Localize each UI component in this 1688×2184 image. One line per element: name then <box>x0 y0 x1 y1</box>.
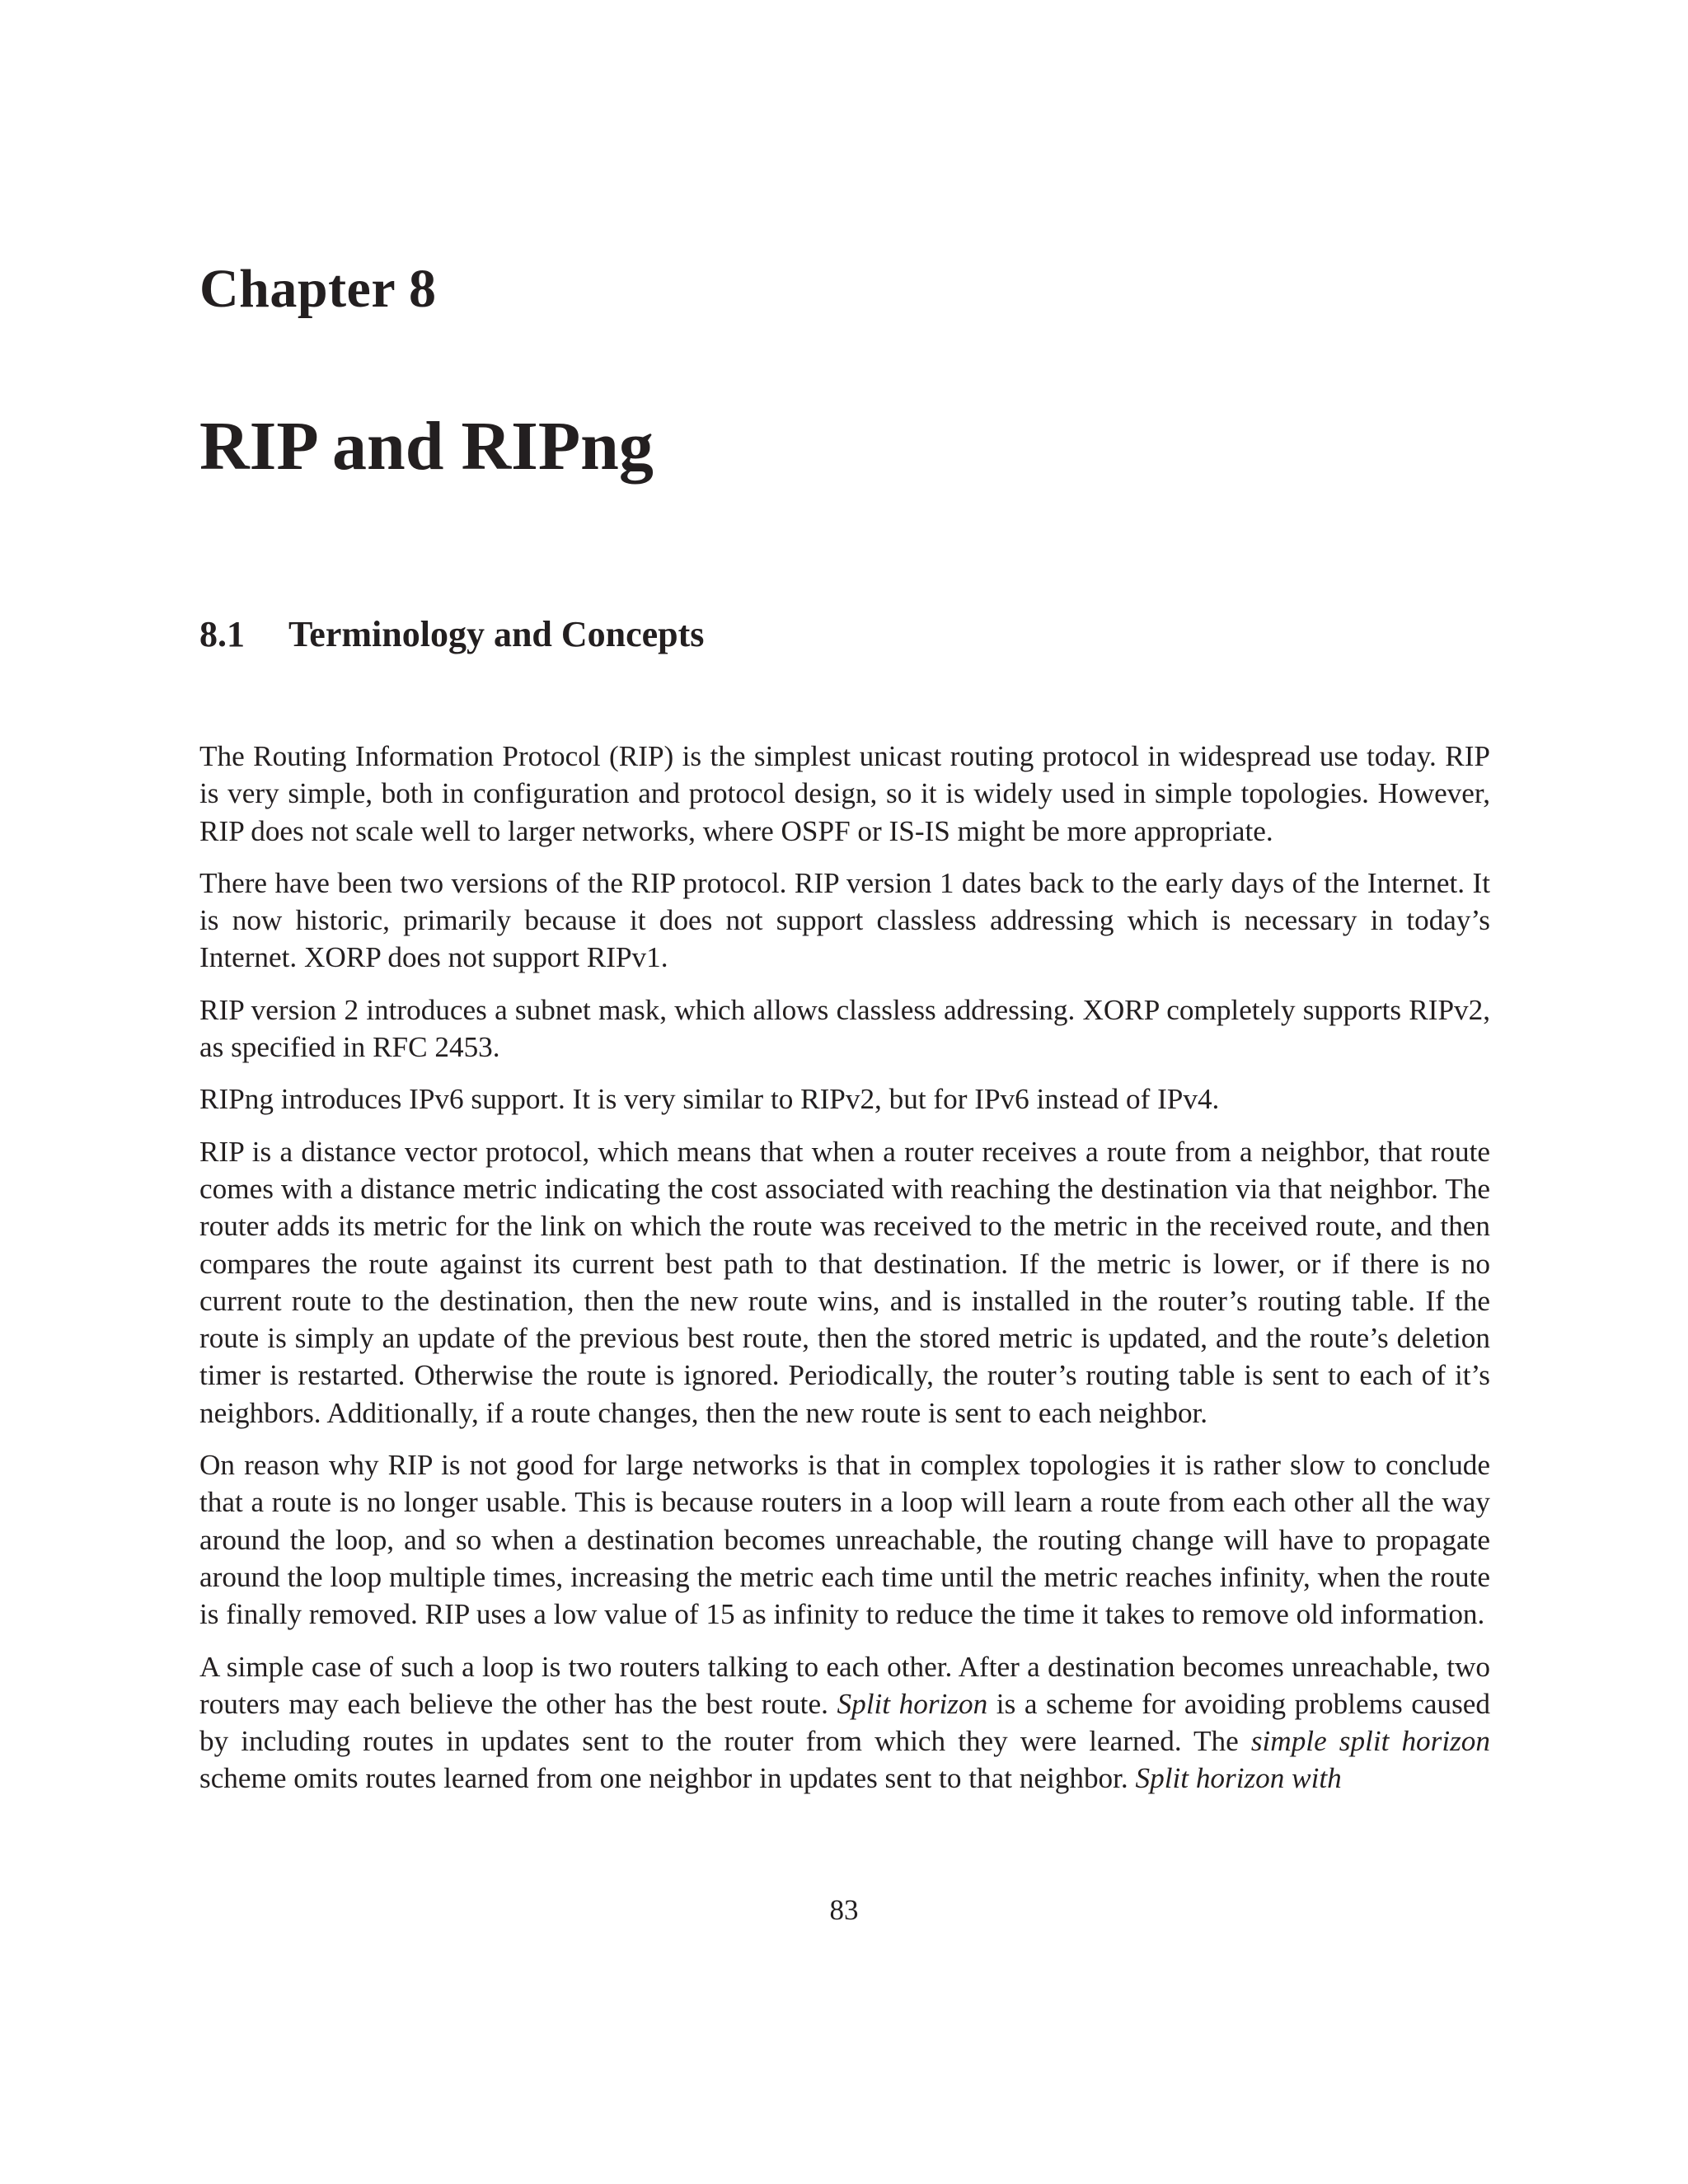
text-run: is a scheme for avoiding problems caused by including routes in updates sent to the router from which they were learned. The <box>199 1687 1490 1758</box>
section-number: 8.1 <box>199 614 245 654</box>
section-heading <box>199 616 704 653</box>
emphasis-term: Split horizon with <box>1135 1762 1342 1795</box>
paragraph: On reason why RIP is not good for large networks is that in complex topologies it is rather slow to conclude that a route is no longer usable. This is because routers in a loop will learn a route from each other all the way around the loop, and so when a destination becomes unreachable, the routing change will have to propagate around the loop multiple times, increasing the metric each time until the metric reaches infinity, when the route is finally removed. RIP uses a low value of 15 as infinity to reduce the time it takes to remove old information. <box>199 1449 1490 1631</box>
text-run: A simple case of such a loop is two routers talking to each other. After a destination becomes unreachable, two routers may each believe the other has the best route. <box>199 1650 1490 1720</box>
emphasis-term: simple split horizon <box>1250 1725 1490 1758</box>
paragraph: RIP version 2 introduces a subnet mask, which allows classless addressing. XORP completely supports RIPv2, as specified in RFC 2453. <box>199 993 1490 1064</box>
paragraph: RIPng introduces IPv6 support. It is very similar to RIPv2, but for IPv6 instead of IPv4. <box>199 1083 1220 1116</box>
chapter-label: Chapter 8 <box>199 259 437 319</box>
section-title: Terminology and Concepts <box>288 614 705 654</box>
paragraph: RIP is a distance vector protocol, which means that when a router receives a route from a neighbor, that route comes with a distance metric indicating the cost associated with reaching the destination via that neighbor. The router adds its metric for the link on which the route was received to the metric in the received route, and then compares the route against its current best path to that destination. If the metric is lower, or if there is no current route to the destination, then the new route wins, and is installed in the router’s routing table. If the route is simply an update of the previous best route, then the stored metric is updated, and the route’s deletion timer is restarted. Otherwise the route is ignored. Periodically, the router’s routing table is sent to each of it’s neighbors. Additionally, if a route changes, then the new route is sent to each neighbor. <box>199 1135 1490 1429</box>
body-text <box>199 738 1490 1812</box>
chapter-title: RIP and RIPng <box>199 408 654 485</box>
paragraph <box>199 1648 1490 1797</box>
paragraph: The Routing Information Protocol (RIP) is the simplest unicast routing protocol in widespread use today. RIP is very simple, both in configuration and protocol design, so it is widely used in simple topologies. However, RIP does not scale well to larger networks, where OSPF or IS-IS might be more appropriate. <box>199 740 1490 847</box>
paragraph: There have been two versions of the RIP protocol. RIP version 1 dates back to the early days of the Internet. It is now historic, primarily because it does not support classless addressing which is necessary in today’s Internet. XORP does not support RIPv1. <box>199 866 1490 974</box>
page-number: 83 <box>829 1894 859 1926</box>
text-run: scheme omits routes learned from one neighbor in updates sent to that neighbor. <box>199 1762 1136 1795</box>
emphasis-term: Split horizon <box>837 1687 988 1720</box>
